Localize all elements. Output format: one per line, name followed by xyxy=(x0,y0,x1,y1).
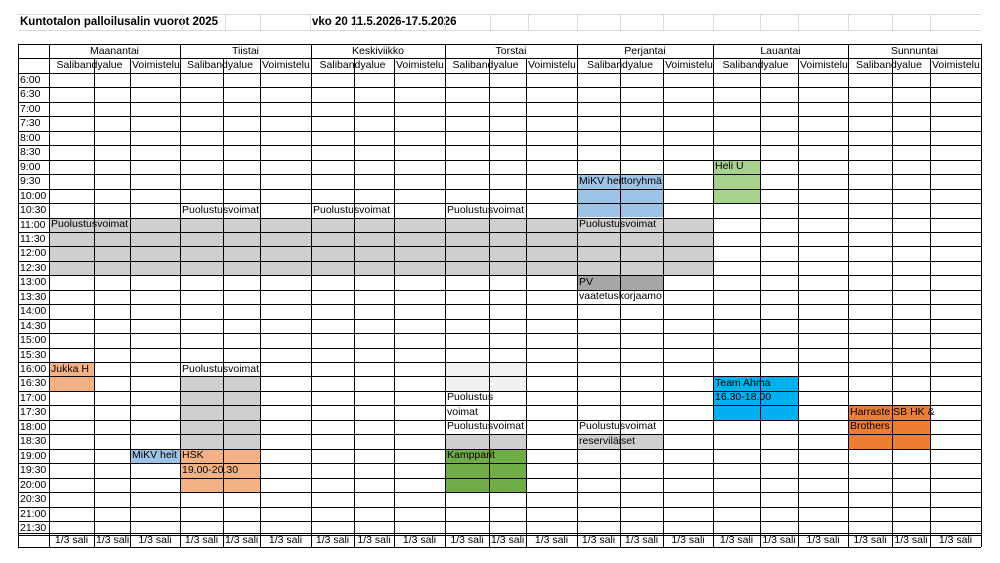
sub-header-salibandyalue: Salibandyalue xyxy=(856,59,922,71)
sub-header-voimistelu: Voimistelu xyxy=(396,59,444,71)
time-label: 16:30 xyxy=(20,377,47,390)
grid-line xyxy=(18,174,981,175)
time-label: 20:00 xyxy=(20,478,47,491)
grid-line xyxy=(130,58,131,547)
footer-hall-share: 1/3 sali xyxy=(402,534,437,546)
footer-hall-share: 1/3 sali xyxy=(54,534,89,546)
sheet-gridline xyxy=(310,14,311,30)
booking-label: PV xyxy=(579,275,594,288)
sheet-gridline xyxy=(528,14,529,30)
day-header-lauantai: Lauantai xyxy=(760,45,801,57)
day-header-maanantai: Maanantai xyxy=(89,45,140,57)
grid-line xyxy=(18,189,981,190)
day-header-tiistai: Tiistai xyxy=(231,45,260,57)
sub-header-voimistelu: Voimistelu xyxy=(665,59,713,71)
time-label: 21:30 xyxy=(20,521,47,534)
grid-line xyxy=(18,405,981,406)
sheet-gridline xyxy=(892,14,893,30)
sheet-gridline xyxy=(760,14,761,30)
sub-header-voimistelu: Voimistelu xyxy=(528,59,576,71)
time-label: 11:00 xyxy=(20,218,46,231)
grid-line xyxy=(981,44,982,547)
grid-line xyxy=(18,160,981,161)
sheet-gridline xyxy=(260,14,261,30)
sub-header-salibandyalue: Salibandyalue xyxy=(187,59,253,71)
booking-label: MiKV heittoryhmä xyxy=(579,174,662,187)
grid-line xyxy=(18,218,981,219)
grid-line xyxy=(18,87,981,88)
grid-line xyxy=(663,58,664,547)
grid-line xyxy=(489,58,490,547)
grid-line xyxy=(18,521,981,522)
sheet-gridline xyxy=(798,14,799,30)
sheet-gridline xyxy=(18,14,981,15)
sub-header-voimistelu: Voimistelu xyxy=(800,59,848,71)
sheet-gridline xyxy=(577,14,578,30)
grid-line xyxy=(18,102,981,103)
grid-line xyxy=(930,58,931,547)
booking-label: Puolustusvoimat xyxy=(313,203,391,216)
footer-hall-share: 1/3 sali xyxy=(225,534,259,546)
time-label: 8:30 xyxy=(20,146,41,159)
grid-line xyxy=(713,44,714,547)
footer-hall-share: 1/3 sali xyxy=(138,534,172,546)
footer-hall-share: 1/3 sali xyxy=(96,534,130,546)
grid-line xyxy=(260,58,261,547)
grid-line xyxy=(18,348,981,349)
sheet-gridline xyxy=(848,14,849,30)
grid-line xyxy=(18,391,981,392)
time-label: 14:00 xyxy=(20,305,47,318)
sheet-title: Kuntotalon palloilusalin vuorot 2025 xyxy=(20,16,219,28)
booking-label: Harraste SB HK & xyxy=(850,405,935,418)
booking-label: Puolustusvoimat xyxy=(447,203,525,216)
grid-line xyxy=(798,58,799,547)
booking-label: 16.30-18.00 xyxy=(715,391,772,404)
booking-label: Brothers xyxy=(850,420,890,433)
sheet-gridline xyxy=(445,14,446,30)
time-label: 11:30 xyxy=(20,232,46,245)
footer-hall-share: 1/3 sali xyxy=(624,534,659,546)
grid-line xyxy=(18,304,981,305)
booking-label: Puolustusvoimat xyxy=(182,362,260,375)
time-label: 19:00 xyxy=(20,449,47,462)
time-label: 21:00 xyxy=(20,507,47,520)
sub-header-salibandyalue: Salibandyalue xyxy=(452,59,519,71)
footer-hall-share: 1/3 sali xyxy=(671,534,705,546)
booking-label: Kampparit xyxy=(447,449,495,462)
grid-line xyxy=(311,44,312,547)
footer-hall-share: 1/3 sali xyxy=(806,534,840,546)
booking-label: Puolustusvoimat xyxy=(447,420,525,433)
booking-label: voimat xyxy=(447,405,478,418)
grid-line xyxy=(18,232,981,233)
booking-block[interactable] xyxy=(180,376,260,448)
grid-line xyxy=(18,145,981,146)
week-label: vko 20 11.5.2026-17.5.2026 xyxy=(312,16,457,28)
sheet-gridline xyxy=(355,14,356,30)
grid-line xyxy=(354,58,355,547)
grid-line xyxy=(526,58,527,547)
booking-block[interactable] xyxy=(445,434,526,448)
time-label: 17:00 xyxy=(20,391,47,404)
booking-label: Jukka H xyxy=(51,362,89,375)
time-label: 8:00 xyxy=(20,131,41,144)
day-header-perjantai: Perjantai xyxy=(624,45,666,57)
grid-line xyxy=(18,116,981,117)
sub-header-salibandyalue: Salibandyalue xyxy=(56,59,123,71)
footer-hall-share: 1/3 sali xyxy=(534,534,569,546)
sheet-gridline xyxy=(18,30,981,31)
time-label: 9:30 xyxy=(20,175,41,188)
time-label: 15:30 xyxy=(20,348,47,361)
time-label: 6:30 xyxy=(20,88,41,101)
grid-line xyxy=(18,434,981,435)
booking-label: Puolustus xyxy=(447,391,494,404)
grid-line xyxy=(18,275,981,276)
sheet-gridline xyxy=(225,14,226,30)
time-label: 9:00 xyxy=(20,160,41,173)
booking-label: Team Ahma xyxy=(715,376,771,389)
sheet-gridline xyxy=(930,14,931,30)
footer-hall-share: 1/3 sali xyxy=(719,534,754,546)
sheet-gridline xyxy=(182,14,183,30)
grid-line xyxy=(18,547,981,548)
grid-line xyxy=(760,58,761,547)
grid-line xyxy=(49,44,50,547)
sheet-gridline xyxy=(663,14,664,30)
footer-hall-share: 1/3 sali xyxy=(315,534,350,546)
time-label: 15:00 xyxy=(20,334,47,347)
footer-hall-share: 1/3 sali xyxy=(357,534,391,546)
time-label: 20:30 xyxy=(20,493,47,506)
grid-line xyxy=(394,58,395,547)
footer-hall-share: 1/3 sali xyxy=(762,534,796,546)
sub-header-voimistelu: Voimistelu xyxy=(262,59,310,71)
footer-hall-share: 1/3 sali xyxy=(581,534,616,546)
footer-hall-share: 1/3 sali xyxy=(491,534,525,546)
grid-line xyxy=(848,44,849,547)
time-label: 16:00 xyxy=(20,363,47,375)
booking-label: MiKV heit xyxy=(132,449,177,462)
grid-line xyxy=(18,290,981,291)
day-header-keskiviikko: Keskiviikko xyxy=(352,45,404,57)
booking-label: Puolustusvoimat xyxy=(51,218,129,230)
time-label: 6:00 xyxy=(20,74,41,86)
sheet-gridline xyxy=(490,14,491,30)
time-label: 18:30 xyxy=(20,435,47,448)
booking-label: Puolustusvoimat xyxy=(579,420,657,433)
sheet-gridline xyxy=(713,14,714,30)
day-header-torstai: Torstai xyxy=(495,45,527,57)
grid-line xyxy=(892,58,893,547)
time-label: 13:00 xyxy=(20,276,47,289)
booking-label: HSK xyxy=(182,449,204,462)
sheet-gridline xyxy=(395,14,396,30)
sub-header-salibandyalue: Salibandyalue xyxy=(319,59,386,71)
grid-line xyxy=(18,319,981,320)
time-label: 14:30 xyxy=(20,319,47,332)
grid-line xyxy=(18,478,981,479)
time-label: 10:30 xyxy=(20,204,47,217)
grid-line xyxy=(94,58,95,547)
booking-label: Puolustusvoimat xyxy=(182,203,260,216)
time-label: 13:30 xyxy=(20,290,47,303)
footer-hall-share: 1/3 sali xyxy=(268,534,303,546)
time-label: 10:00 xyxy=(20,189,47,202)
footer-hall-share: 1/3 sali xyxy=(184,534,219,546)
grid-line xyxy=(18,362,981,363)
footer-hall-share: 1/3 sali xyxy=(894,534,928,546)
booking-label: Puolustusvoimat xyxy=(579,218,657,230)
time-label: 19:30 xyxy=(20,464,47,477)
time-label: 12:30 xyxy=(20,261,47,274)
footer-hall-share: 1/3 sali xyxy=(450,534,484,546)
booking-label: 19.00-20.30 xyxy=(182,463,239,476)
sub-header-voimistelu: Voimistelu xyxy=(132,59,180,71)
grid-line xyxy=(18,507,981,508)
time-label: 17:30 xyxy=(20,406,47,419)
footer-hall-share: 1/3 sali xyxy=(938,534,973,546)
grid-line xyxy=(445,44,446,547)
grid-line xyxy=(18,492,981,493)
time-label: 18:00 xyxy=(20,420,47,433)
grid-line xyxy=(18,376,981,377)
booking-label: vaatetuskorjaamo xyxy=(579,290,662,303)
grid-line xyxy=(18,131,981,132)
booking-label: Heli U xyxy=(715,160,744,173)
sub-header-salibandyalue: Salibandyalue xyxy=(722,59,789,71)
grid-line xyxy=(18,246,981,247)
sheet-gridline xyxy=(620,14,621,30)
day-header-sunnuntai: Sunnuntai xyxy=(890,45,939,57)
grid-line xyxy=(18,73,981,74)
booking-label: reserviläiset xyxy=(579,434,636,447)
footer-hall-share: 1/3 sali xyxy=(853,534,887,546)
grid-line xyxy=(18,261,981,262)
time-label: 12:00 xyxy=(20,247,47,260)
sub-header-salibandyalue: Salibandyalue xyxy=(587,59,653,71)
sub-header-voimistelu: Voimistelu xyxy=(932,59,980,71)
time-label: 7:30 xyxy=(20,117,41,130)
grid-line xyxy=(18,333,981,334)
time-label: 7:00 xyxy=(20,102,41,115)
grid-line xyxy=(18,463,981,464)
